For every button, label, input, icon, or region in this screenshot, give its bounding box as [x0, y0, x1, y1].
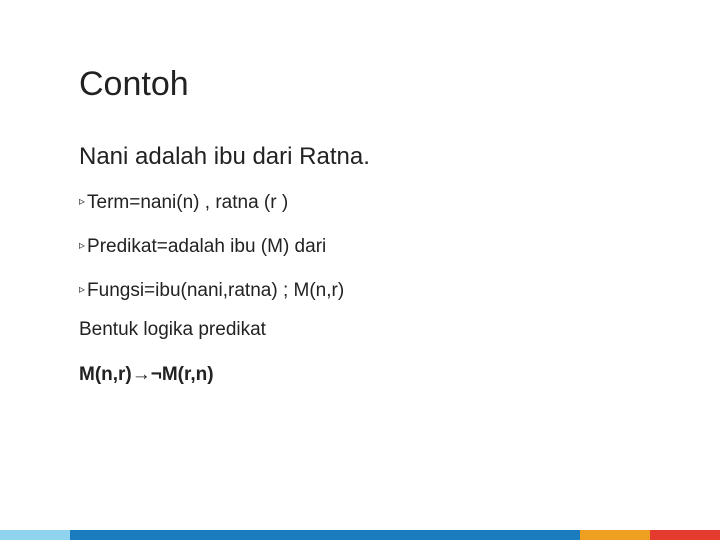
footer-color-bar [0, 530, 720, 540]
predicate-formula: M(n,r)→¬M(r,n) [79, 364, 214, 385]
logic-label: Bentuk logika predikat [79, 319, 266, 340]
footer-segment-orange [580, 530, 650, 540]
example-statement: Nani adalah ibu dari Ratna. [79, 143, 370, 170]
bullet-predicate [79, 232, 326, 260]
footer-segment-red [650, 530, 720, 540]
bullet-term [79, 188, 288, 216]
bullet-function-text: Fungsi=ibu(nani,ratna) ; M(n,r) [87, 280, 345, 301]
bullet-predicate-text: Predikat=adalah ibu (M) dari [87, 236, 327, 257]
triangle-bullet-icon: ▹ [79, 194, 86, 208]
footer-segment-blue [70, 530, 580, 540]
bullet-term-text: Term=nani(n) , ratna (r ) [87, 192, 289, 213]
footer-segment-light-blue [0, 530, 70, 540]
bullet-function [79, 276, 344, 304]
triangle-bullet-icon: ▹ [79, 282, 86, 296]
triangle-bullet-icon: ▹ [79, 238, 86, 252]
slide-title: Contoh [79, 65, 189, 103]
